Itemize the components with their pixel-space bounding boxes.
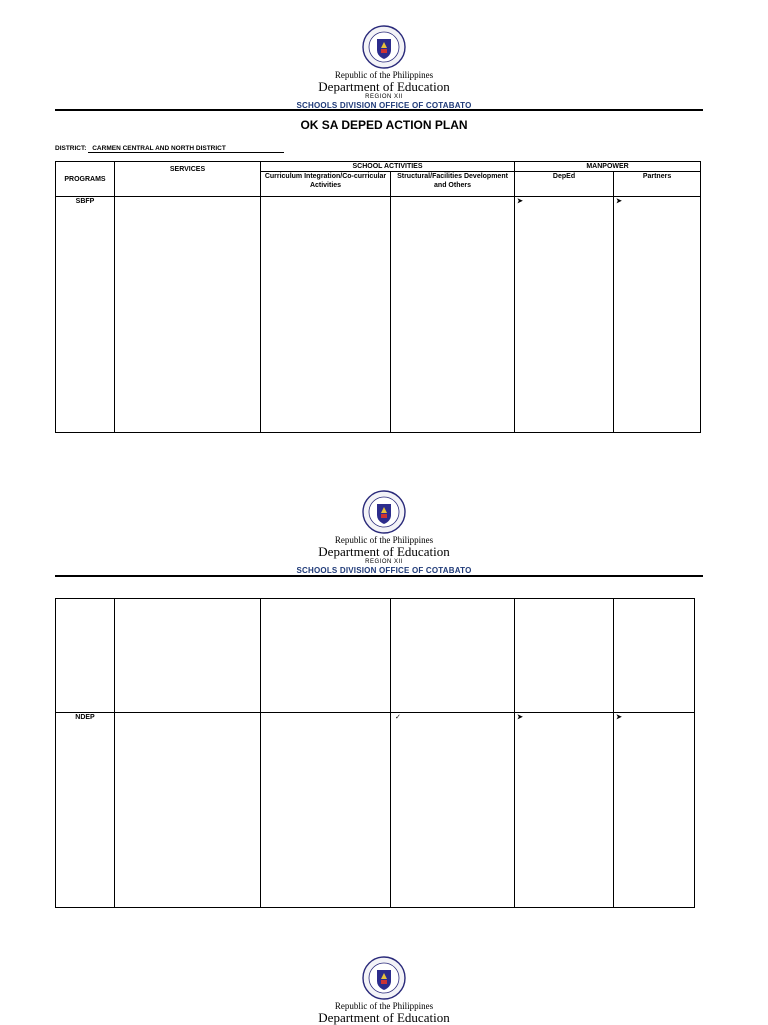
district-line — [55, 145, 284, 153]
deped-seal-icon — [362, 956, 406, 1000]
arrow-bullet-icon: ➤ — [616, 714, 622, 721]
letterhead-1 — [0, 25, 768, 110]
letterhead-rule-2 — [55, 575, 703, 577]
header-school-activities: SCHOOL ACTIVITIES — [261, 162, 515, 172]
letterhead-3 — [0, 956, 768, 1025]
letterhead-2 — [0, 490, 768, 575]
cell-partners[interactable] — [614, 197, 701, 433]
deped-seal-icon — [362, 490, 406, 534]
sdo-line: SCHOOLS DIVISION OFFICE OF COTABATO — [296, 566, 472, 575]
sdo-line: SCHOOLS DIVISION OFFICE OF COTABATO — [296, 101, 472, 110]
cell-structural[interactable] — [391, 713, 515, 908]
header-services: SERVICES — [115, 162, 261, 197]
district-label: DISTRICT: — [55, 145, 87, 152]
header-programs: PROGRAMS — [56, 162, 115, 197]
cell-curriculum[interactable] — [261, 197, 391, 433]
program-sbfp: SBFP — [75, 198, 95, 205]
table-row-ndep — [56, 713, 695, 908]
region-line: REGION XII — [365, 94, 403, 100]
program-ndep: NDEP — [75, 714, 95, 721]
cell-partners[interactable] — [614, 713, 695, 908]
arrow-bullet-icon: ➤ — [517, 714, 523, 721]
department-line: Department of Education — [318, 1010, 450, 1025]
header-partners: Partners — [614, 172, 701, 197]
department-line: Department of Education — [318, 79, 450, 94]
cell-services[interactable] — [115, 713, 261, 908]
cell-curriculum[interactable] — [261, 599, 391, 713]
table-row-sbfp — [56, 197, 701, 433]
header-curriculum: Curriculum Integration/Co-curricular Activities — [261, 172, 391, 197]
district-value: CARMEN CENTRAL AND NORTH DISTRICT — [88, 145, 284, 153]
cell-structural[interactable] — [391, 197, 515, 433]
arrow-bullet-icon: ➤ — [517, 198, 523, 205]
cell-deped[interactable] — [515, 599, 614, 713]
arrow-bullet-icon: ➤ — [616, 198, 622, 205]
deped-seal-icon — [362, 25, 406, 69]
cell-program[interactable] — [56, 599, 115, 713]
cell-deped[interactable] — [515, 713, 614, 908]
cell-services[interactable] — [115, 599, 261, 713]
republic-line: Republic of the Philippines — [334, 1001, 434, 1011]
table-row-continued — [56, 599, 695, 713]
cell-partners[interactable] — [614, 599, 695, 713]
republic-line: Republic of the Philippines — [334, 535, 434, 545]
action-plan-table-1 — [55, 161, 701, 433]
action-plan-table-2 — [55, 598, 695, 908]
header-manpower: MANPOWER — [515, 162, 701, 172]
letterhead-rule-1 — [55, 109, 703, 111]
header-deped: DepEd — [515, 172, 614, 197]
cell-services[interactable] — [115, 197, 261, 433]
check-bullet-icon: ✓ — [395, 714, 401, 721]
cell-structural[interactable] — [391, 599, 515, 713]
cell-deped[interactable] — [515, 197, 614, 433]
page-title: OK SA DEPED ACTION PLAN — [300, 118, 468, 132]
region-line: REGION XII — [365, 559, 403, 565]
header-structural: Structural/Facilities Development and Others — [391, 172, 515, 197]
department-line: Department of Education — [318, 544, 450, 559]
republic-line: Republic of the Philippines — [334, 70, 434, 80]
cell-curriculum[interactable] — [261, 713, 391, 908]
